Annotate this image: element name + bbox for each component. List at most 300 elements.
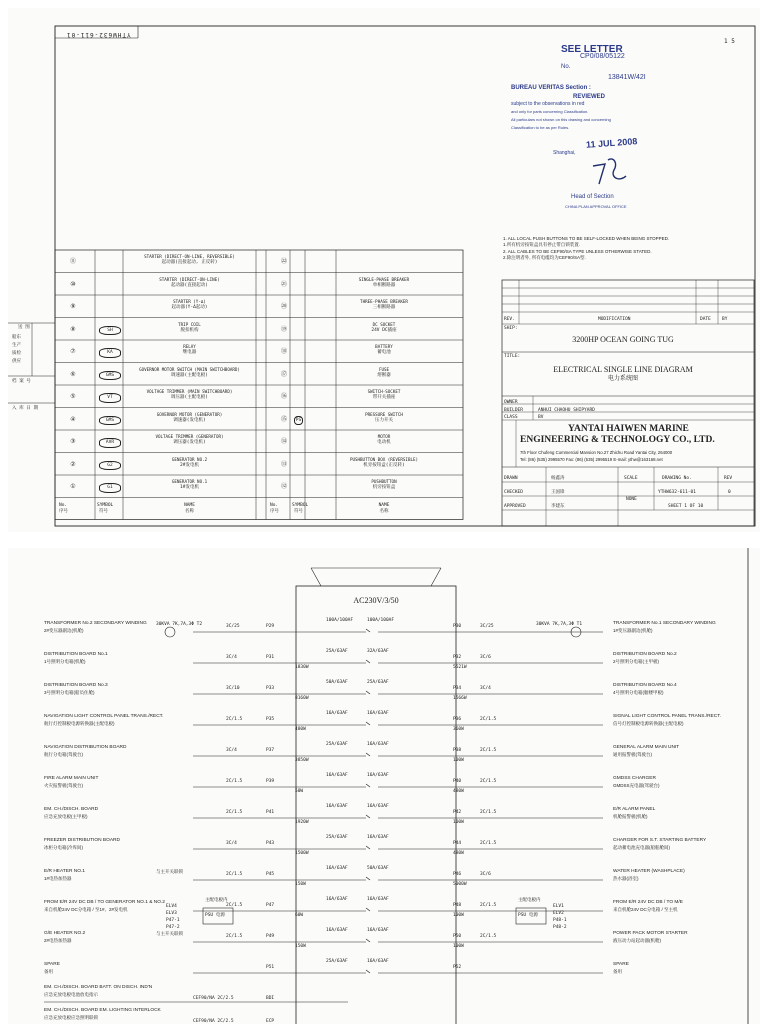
panel-roof bbox=[431, 568, 441, 586]
circuit-id: P42 bbox=[453, 810, 462, 815]
legend-header-name: NAME bbox=[378, 502, 390, 508]
legend-name-en: RELAY bbox=[183, 344, 196, 349]
approved-label: APPROVED bbox=[504, 504, 526, 509]
legend-symbol: GMS bbox=[99, 371, 121, 381]
stamp-date: 11 JUL 2008 bbox=[585, 136, 638, 150]
circuit-name-en: SPARE bbox=[44, 962, 60, 967]
stamp-place: Shanghai, bbox=[553, 150, 576, 156]
legend-number: ② bbox=[70, 460, 76, 468]
legend-name-cn: 24V DC插座 bbox=[371, 327, 397, 333]
circuit-name-en: SPARE bbox=[613, 962, 629, 967]
circuit-name-en: FIRE ALARM MAIN UNIT bbox=[44, 776, 99, 781]
office: CHINA PLAN APPROVAL OFFICE bbox=[565, 204, 627, 209]
legend-header-no: No. bbox=[270, 502, 279, 508]
load-value: 150W bbox=[295, 944, 306, 949]
legend-name-cn: 起动器(直接起动, 正反转) bbox=[161, 260, 218, 265]
circuit-name-en: SIGNAL LIGHT CONTROL PANEL TRANS./RECT. bbox=[613, 714, 721, 719]
circuit-name-en: DISTRIBUTION BOARD No.3 bbox=[44, 683, 108, 688]
legend-name-en: PRESSURE SWITCH bbox=[365, 411, 403, 417]
builder-label: BUILDER bbox=[504, 408, 523, 413]
load-value: 1920W bbox=[295, 820, 309, 825]
cable-type: 2C/1.5 bbox=[480, 810, 497, 815]
load-value: 1830W bbox=[295, 665, 309, 670]
letter-ref: CP0/08/05122 bbox=[580, 53, 625, 60]
circuit-name-cn: 通用报警板(驾驶台) bbox=[613, 752, 652, 757]
cable-type: 3C/25 bbox=[226, 624, 240, 629]
legend-name-cn: 2#发电机 bbox=[180, 462, 199, 468]
date-header: DATE bbox=[700, 317, 711, 322]
circuit-name-cn: 信号灯控制板电源转换器(主配电板) bbox=[613, 721, 684, 726]
breaker-rating: 16A/63AF bbox=[367, 835, 389, 840]
circuit-name-cn: 备用 bbox=[613, 969, 622, 974]
legend-name-en: MOTOR bbox=[377, 434, 391, 439]
circuit-name-en: GENERAL ALARM MAIN UNIT bbox=[613, 745, 680, 750]
legend-name-en: VOLTAGE TRIMMER (MAIN SWITCHBOARD) bbox=[146, 389, 233, 394]
cable-type: 3C/25 bbox=[480, 624, 494, 629]
circuit-id: BDI bbox=[266, 996, 275, 1001]
legend-name-cn: 带开关插座 bbox=[372, 395, 396, 400]
cable-type: 2C/1.5 bbox=[480, 748, 497, 753]
legend-name-en: GENERATOR NO.2 bbox=[171, 456, 208, 462]
elv-label: ELV1 bbox=[553, 904, 564, 909]
legend-header-name-cn: 名称 bbox=[379, 508, 389, 514]
legend-name-en: PUSHBUTTON bbox=[371, 479, 397, 484]
legend-header-no: No. bbox=[59, 502, 68, 508]
no-value: 13841W/42I bbox=[608, 74, 646, 81]
breaker-rating: 25A/63AF bbox=[367, 680, 389, 685]
load-value: 150W bbox=[295, 882, 306, 887]
circuit-id: P52 bbox=[453, 965, 462, 970]
company-name-1: YANTAI HAIWEN MARINE bbox=[568, 424, 689, 434]
load-value: 480W bbox=[453, 789, 464, 794]
legend-number: ⑥ bbox=[70, 370, 76, 378]
load-value: 3850W bbox=[295, 758, 309, 763]
load-value: 360W bbox=[453, 727, 464, 732]
circuit-name-cn: 航行分电箱(驾驶台) bbox=[44, 752, 83, 757]
builder-name: ANHUI CHAOHU SHIPYARD bbox=[538, 408, 595, 413]
circuit-name-en: DISTRIBUTION BOARD No.4 bbox=[613, 683, 677, 688]
cable-type: 3C/4 bbox=[480, 686, 491, 691]
breaker-contact bbox=[366, 939, 370, 942]
cable-type: 2C/1.5 bbox=[480, 717, 497, 722]
circuit-name-en: FREEZER DISTRIBUTION BOARD bbox=[44, 838, 120, 843]
breaker-rating: 16A/63AF bbox=[326, 866, 348, 871]
load-value: 8160W bbox=[295, 696, 309, 701]
rev-label: REV bbox=[724, 476, 733, 481]
breaker-rating: 25A/63AF bbox=[326, 742, 348, 747]
class-label: CLASS bbox=[504, 415, 518, 420]
breaker-contact bbox=[366, 970, 370, 973]
circuit-name-cn: 应急充放电板应急照明联锁 bbox=[44, 1015, 98, 1020]
breaker-contact bbox=[366, 908, 370, 911]
side-label: 质检 bbox=[12, 351, 21, 356]
legend-number: ⑭ bbox=[280, 438, 287, 445]
legend-header-no-cn: 序号 bbox=[270, 508, 279, 514]
legend-number: ① bbox=[70, 483, 76, 490]
circuit-name-cn: 冰柜分电箱(冷库间) bbox=[44, 845, 83, 850]
circuit-name-cn: 备用 bbox=[44, 969, 53, 974]
load-value: 100W bbox=[453, 820, 464, 825]
legend-name-en: DC SOCKET bbox=[372, 321, 396, 327]
legend-number: ⑩ bbox=[70, 280, 76, 288]
legend-name-cn: 起动器(Y-Δ起动) bbox=[171, 305, 208, 310]
legend-header-symbol: SYMBOL bbox=[97, 502, 114, 508]
cable-type: 2C/1.5 bbox=[480, 779, 497, 784]
circuit-name-cn: 2#变压器副边(机舱) bbox=[44, 628, 84, 633]
modification-header: MODIFICATION bbox=[598, 317, 631, 322]
circuit-name-en: FROM E/R 24V DC DB / TO GENERATOR NO.1 & NO.2 bbox=[44, 900, 165, 905]
class-value: BV bbox=[538, 415, 544, 420]
legend-name-en: PUSHBUTTON BOX (REVERSIBLE) bbox=[349, 456, 419, 462]
legend-number: ⑤ bbox=[70, 393, 76, 400]
legend-name-en: STARTER (Y-Δ) bbox=[173, 299, 206, 304]
load-value: 50W bbox=[295, 789, 304, 794]
load-value: 100W bbox=[453, 758, 464, 763]
circuit-id: P31 bbox=[266, 655, 275, 660]
circuit-id: P40 bbox=[453, 779, 462, 784]
legend-number: ⑪ bbox=[69, 258, 76, 265]
legend-symbol: PS bbox=[294, 416, 303, 426]
cable-type: 2C/1.5 bbox=[226, 934, 243, 939]
circuit-id: ECP bbox=[266, 1019, 275, 1024]
breaker-rating: 16A/63AF bbox=[367, 711, 389, 716]
circuit-name-cn: 4号照明分电箱(艏楼甲板) bbox=[613, 690, 664, 695]
legend-number: ⑨ bbox=[70, 303, 76, 310]
breaker-rating: 50A/63AF bbox=[326, 680, 348, 685]
page-mark: 1 5 bbox=[724, 38, 735, 45]
circuit-id: P37 bbox=[266, 748, 275, 753]
title-label: TITLE: bbox=[504, 354, 521, 359]
cable-type: 2C/1.5 bbox=[226, 872, 243, 877]
load-value: 100W bbox=[453, 913, 464, 918]
legend-number: ⑳ bbox=[280, 303, 287, 310]
cable-type: CEF90/NA 2C/2.5 bbox=[193, 996, 234, 1001]
breaker-rating: 16A/63AF bbox=[367, 959, 389, 964]
breaker-rating: 16A/63AF bbox=[367, 897, 389, 902]
legend-name-en: STARTER (DIRECT-ON-LINE, REVERSIBLE) bbox=[144, 254, 235, 259]
load-value: 5000W bbox=[453, 882, 467, 887]
load-value: 100W bbox=[453, 944, 464, 949]
circuit-id: P34 bbox=[453, 686, 462, 691]
legend-header-symbol: SYMBOL bbox=[292, 502, 309, 508]
legend-name-en: VOLTAGE TRIMMER (GENERATOR) bbox=[155, 434, 224, 439]
legend-name-cn: 起动器(直接起动) bbox=[171, 282, 208, 288]
note-1-cn: 1.所有机旁按钮盒具有停止带自锁装置. bbox=[503, 242, 581, 247]
note-2: 2. ALL CABLES TO BE CEF90/SA TYPE UNLESS OTHERWISE STATED. bbox=[503, 249, 652, 254]
breaker-rating: 25A/63AF bbox=[326, 959, 348, 964]
circuit-id: P32 bbox=[453, 655, 462, 660]
circuit-name-en: NAVIGATION DISTRIBUTION BOARD bbox=[44, 745, 127, 750]
circuit-name-en: EM. CH./DISCH. BOARD BATT. ON DISCH. IND'N bbox=[44, 985, 153, 990]
circuit-id: P46 bbox=[453, 872, 462, 877]
circuit-name-en: G/E HEATER NO.2 bbox=[44, 931, 86, 936]
cable-type: 3C/6 bbox=[480, 872, 491, 877]
circuit-name-en: NAVIGATION LIGHT CONTROL PANEL TRANS./RECT. bbox=[44, 714, 164, 719]
breaker-rating: 16A/63AF bbox=[326, 773, 348, 778]
legend-symbol: G2 bbox=[99, 461, 121, 471]
drawing-sheet-2 bbox=[8, 548, 760, 1024]
legend-name-en: TRIP COIL bbox=[178, 321, 201, 327]
circuit-name-cn: 液压动力站起动器(机舱) bbox=[613, 938, 661, 943]
load-value: 1500W bbox=[295, 851, 309, 856]
drawing-no-label: DRAWING No. bbox=[662, 476, 692, 481]
psu-label-right: PSU 电源 bbox=[518, 913, 538, 918]
breaker-contact bbox=[366, 815, 370, 818]
load-value: 480W bbox=[295, 727, 306, 732]
legend-number: ③ bbox=[70, 438, 76, 445]
breaker-rating: 16A/63AF bbox=[326, 897, 348, 902]
legend-number: ⑱ bbox=[280, 348, 287, 355]
legend-header-name-cn: 名称 bbox=[185, 508, 194, 514]
breaker-contact bbox=[366, 722, 370, 725]
elv-label: P47-1 bbox=[166, 918, 180, 923]
legend-name-cn: 1#发电机 bbox=[180, 485, 199, 490]
breaker-rating: 16A/63AF bbox=[326, 928, 348, 933]
elv-label: P47-2 bbox=[166, 925, 180, 930]
reviewed: REVIEWED bbox=[573, 94, 606, 100]
transformer-t2-icon bbox=[165, 627, 175, 637]
rotated-drawing-code: YTHW632-611-01 bbox=[66, 31, 131, 38]
circuit-id: P45 bbox=[266, 872, 275, 877]
legend-symbol: G1 bbox=[99, 483, 121, 493]
legend-name-cn: 蓄电池 bbox=[377, 350, 391, 355]
circuit-name-en: EM. CH./DISCH. BOARD EM. LIGHTING INTERLOCK bbox=[44, 1008, 161, 1013]
circuit-id: P30 bbox=[453, 624, 462, 629]
legend-name-en: THREE-PHASE BREAKER bbox=[360, 299, 408, 304]
legend-name-cn: 调速器(发电机) bbox=[173, 417, 206, 423]
cable-type: 3C/4 bbox=[226, 655, 237, 660]
approved-by: 李建东 bbox=[551, 504, 565, 509]
circuit-name-en: FROM E/R 24V DC DB / TO M/E bbox=[613, 900, 683, 905]
legend-header-name: NAME bbox=[184, 502, 195, 508]
legend-name-cn: 压力开关 bbox=[375, 417, 393, 423]
side-label: 船东 bbox=[12, 335, 21, 340]
breaker-rating: 25A/63AF bbox=[326, 649, 348, 654]
breaker-rating: 16A/63AF bbox=[367, 804, 389, 809]
circuit-name-cn: 起动蓄电池充电器(船舶舱间) bbox=[613, 845, 670, 850]
head-of-section: Head of Section bbox=[571, 194, 614, 200]
sheet-number: SHEET 1 OF 10 bbox=[668, 504, 704, 509]
signature-scribble bbox=[593, 159, 626, 184]
breaker-rating: 16A/63AF bbox=[367, 928, 389, 933]
load-value: 1566W bbox=[453, 696, 467, 701]
load-value: 480W bbox=[453, 851, 464, 856]
side-label: 供应 bbox=[12, 359, 21, 364]
legend-number: ⑫ bbox=[280, 483, 287, 490]
circuit-note: 30KVA 7K,7A,3Φ T1 bbox=[536, 622, 583, 627]
company-address: 7th Floor Chufeng Commercial Mansion No.27 Zhichu Road Yantai City, 264000 bbox=[520, 450, 673, 455]
legend-number: ⑬ bbox=[280, 460, 287, 468]
elv-label: ELV4 bbox=[166, 904, 177, 909]
legend-number: ⑲ bbox=[280, 325, 287, 333]
legend-name-en: BATTERY bbox=[375, 344, 393, 349]
psu-label-left: PSU 电源 bbox=[205, 913, 225, 918]
legend-name-cn: 机旁按钮盒 bbox=[372, 485, 396, 490]
circuit-id: P35 bbox=[266, 717, 275, 722]
elv-label: ELV2 bbox=[553, 911, 564, 916]
circuit-note: 与主开关联锁 bbox=[156, 870, 183, 875]
owner-label: OWNER bbox=[504, 400, 518, 405]
circuit-name-en: GMDSS CHARGER bbox=[613, 776, 656, 781]
legend-number: ㉒ bbox=[280, 258, 287, 265]
circuit-name-cn: 热水器(浴室) bbox=[613, 876, 639, 881]
breaker-contact bbox=[366, 691, 370, 694]
legend-name-cn: 熔断器 bbox=[377, 372, 391, 378]
circuit-name-en: E/R ALARM PANEL bbox=[613, 807, 656, 812]
breaker-contact bbox=[366, 660, 370, 663]
legend-number: ㉑ bbox=[280, 280, 287, 288]
breaker-contact bbox=[366, 753, 370, 756]
note-2-cn: 2.除注明者外, 所有电缆均为CEF90/SA型. bbox=[503, 255, 586, 260]
ship-label: SHIP: bbox=[504, 326, 518, 331]
circuit-note: 与主开关联锁 bbox=[156, 932, 183, 937]
circuit-name-en: CHARGER FOR S.T. STARTING BATTERY bbox=[613, 838, 707, 843]
legend-symbol: GMS bbox=[99, 416, 121, 426]
legend-number: ⑧ bbox=[70, 325, 76, 333]
breaker-rating: 25A/63AF bbox=[326, 835, 348, 840]
legend-name-cn: 脱扣机构 bbox=[180, 327, 199, 333]
checked-label: CHECKED bbox=[504, 490, 523, 495]
load-value: 60W bbox=[295, 913, 304, 918]
main-dist-label-left: 主配电板内 bbox=[205, 898, 228, 903]
cable-type: 3C/4 bbox=[226, 748, 237, 753]
legend-symbol: KA bbox=[99, 348, 121, 358]
no-label: No. bbox=[561, 64, 571, 70]
circuit-name-cn: 3号照明分电箱(船员住舱) bbox=[44, 690, 95, 695]
side-label: 档 案 号 bbox=[12, 379, 31, 384]
cable-type: 3C/6 bbox=[480, 655, 491, 660]
circuit-id: P33 bbox=[266, 686, 275, 691]
cable-type: 2C/1.5 bbox=[226, 779, 243, 784]
cable-type: 2C/1.5 bbox=[480, 934, 497, 939]
circuit-id: P44 bbox=[453, 841, 462, 846]
rev-value: 0 bbox=[728, 490, 731, 495]
breaker-rating: 32A/63AF bbox=[367, 649, 389, 654]
circuit-name-en: E/R HEATER NO.1 bbox=[44, 869, 85, 874]
circuit-name-en: POWER PACK MOTOR STARTER bbox=[613, 931, 688, 936]
ship-name: 3200HP OCEAN GOING TUG bbox=[572, 335, 674, 344]
stamp-line-1: and only for parts concerning Classification. bbox=[511, 109, 589, 114]
circuit-id: P29 bbox=[266, 624, 275, 629]
circuit-name-cn: 航行灯控制板电源转换器(主配电板) bbox=[44, 721, 115, 726]
legend-name-en: SINGLE-PHASE BREAKER bbox=[358, 276, 410, 282]
circuit-id: P51 bbox=[266, 965, 275, 970]
breaker-contact bbox=[366, 784, 370, 787]
busbar-label: AC230V/3/50 bbox=[353, 596, 399, 605]
legend-name-en: GOVERNOR MOTOR SWITCH (MAIN SWITCHBOARD) bbox=[139, 366, 240, 372]
legend-name-cn: 电动机 bbox=[377, 440, 391, 445]
legend-number: ⑰ bbox=[280, 370, 287, 378]
circuit-id: P39 bbox=[266, 779, 275, 784]
scale-value: NONE bbox=[626, 497, 637, 502]
circuit-name-en: TRANSFORMER No.2 SECONDARY WINDING bbox=[44, 621, 147, 626]
company-name-2: ENGINEERING & TECHNOLOGY CO., LTD. bbox=[520, 435, 715, 445]
legend-name-cn: 继电器 bbox=[182, 350, 197, 355]
stamp-line-3: Classification to be as per Rules. bbox=[511, 125, 570, 130]
circuit-name-en: EM. CH./DISCH. BOARD bbox=[44, 807, 99, 812]
circuit-name-cn: 来自机舱24V DC分电箱 / 至主机 bbox=[613, 907, 678, 912]
legend-number: ⑯ bbox=[280, 393, 287, 400]
see-letter: SEE LETTER bbox=[561, 44, 623, 55]
circuit-name-cn: GMDSS充电器(驾驶台) bbox=[613, 783, 660, 788]
circuit-name-en: TRANSFORMER No.1 SECONDARY WINDING bbox=[613, 621, 716, 626]
panel-roof bbox=[311, 568, 321, 586]
side-label: 送 图 bbox=[18, 325, 30, 330]
subject-line: subject to the observations in red bbox=[511, 101, 585, 107]
circuit-id: P50 bbox=[453, 934, 462, 939]
drawing-no-value: YTHW632-611-01 bbox=[658, 490, 696, 495]
legend-name-en: GENERATOR NO.1 bbox=[171, 479, 208, 484]
circuit-name-en: DISTRIBUTION BOARD No.2 bbox=[613, 652, 677, 657]
circuit-name-cn: 应急充放电板(主甲板) bbox=[44, 814, 88, 819]
circuit-id: P47 bbox=[266, 903, 275, 908]
breaker-contact bbox=[366, 629, 370, 632]
legend-header-symbol-cn: 符号 bbox=[99, 508, 108, 514]
breaker-rating: 16A/63AF bbox=[367, 773, 389, 778]
breaker-rating: 16A/63AF bbox=[367, 742, 389, 747]
legend-header-no-cn: 序号 bbox=[59, 508, 68, 514]
circuit-name-cn: 2#电热加热器 bbox=[44, 938, 72, 943]
cable-type: 2C/1.5 bbox=[480, 841, 497, 846]
bv-section: BUREAU VERITAS Section : bbox=[511, 85, 591, 91]
cable-type: 2C/1.5 bbox=[226, 717, 243, 722]
circuit-name-cn: 火灾报警板(驾驶台) bbox=[44, 783, 83, 788]
side-label: 入 库 日 期 bbox=[12, 406, 39, 411]
legend-name-en: GOVERNOR MOTOR (GENERATOR) bbox=[156, 411, 223, 417]
legend-number: ⑦ bbox=[70, 348, 76, 355]
breaker-rating: 50A/63AF bbox=[367, 866, 389, 871]
rev-header: REV. bbox=[504, 317, 515, 322]
cable-type: 2C/1.5 bbox=[226, 903, 243, 908]
circuit-id: P49 bbox=[266, 934, 275, 939]
elv-label: P48-1 bbox=[553, 918, 567, 923]
legend-name-cn: 调压器(发电机) bbox=[173, 440, 206, 445]
legend-name-en: FUSE bbox=[378, 366, 390, 372]
note-1: 1. ALL LOCAL PUSH BUTTONS TO BE SELF-LOCKED WHEN BEING STOPPED. bbox=[503, 236, 670, 241]
legend-number: ④ bbox=[70, 415, 76, 423]
drawn-label: DRAWN bbox=[504, 476, 518, 481]
cable-type: 2C/1.5 bbox=[226, 810, 243, 815]
circuit-name-cn: 2号照明分电箱(主甲板) bbox=[613, 659, 659, 664]
cable-type: 3C/10 bbox=[226, 686, 240, 691]
main-dist-label-right: 主配电板内 bbox=[518, 898, 541, 903]
circuit-name-cn: 1#变压器副边(机舱) bbox=[613, 628, 653, 633]
stamp-line-2: All particulars not shown on this drawing and concerning bbox=[511, 117, 611, 122]
legend-symbol: VT bbox=[99, 393, 121, 403]
scale-label: SCALE bbox=[624, 476, 638, 481]
elv-label: P48-2 bbox=[553, 925, 567, 930]
circuit-name-cn: 来自机舱24V DC分电箱 / 至1#、2#发电机 bbox=[44, 907, 128, 912]
legend-name-en: STARTER (DIRECT-ON-LINE) bbox=[159, 276, 220, 282]
cable-type: 3C/4 bbox=[226, 841, 237, 846]
breaker-rating: 100A/100AF bbox=[326, 618, 354, 623]
legend-name-cn: 单相断路器 bbox=[372, 282, 396, 288]
circuit-id: P43 bbox=[266, 841, 275, 846]
circuit-id: P48 bbox=[453, 903, 462, 908]
elv-label: ELV3 bbox=[166, 911, 177, 916]
legend-name-cn: 调压器(主配电板) bbox=[171, 395, 208, 400]
circuit-note: 30KVA 7K,7A,3Φ T2 bbox=[156, 622, 203, 627]
legend-name-cn: 调速器(主配电板) bbox=[171, 372, 208, 378]
legend-symbol: SH bbox=[99, 326, 121, 336]
side-label: 生产 bbox=[12, 343, 21, 348]
breaker-rating: 16A/63AF bbox=[326, 804, 348, 809]
by-header: BY bbox=[722, 317, 728, 322]
circuit-id: P41 bbox=[266, 810, 275, 815]
load-value: 5521W bbox=[453, 665, 467, 670]
cable-type: CEF90/NA 2C/2.5 bbox=[193, 1019, 234, 1024]
breaker-contact bbox=[366, 877, 370, 880]
